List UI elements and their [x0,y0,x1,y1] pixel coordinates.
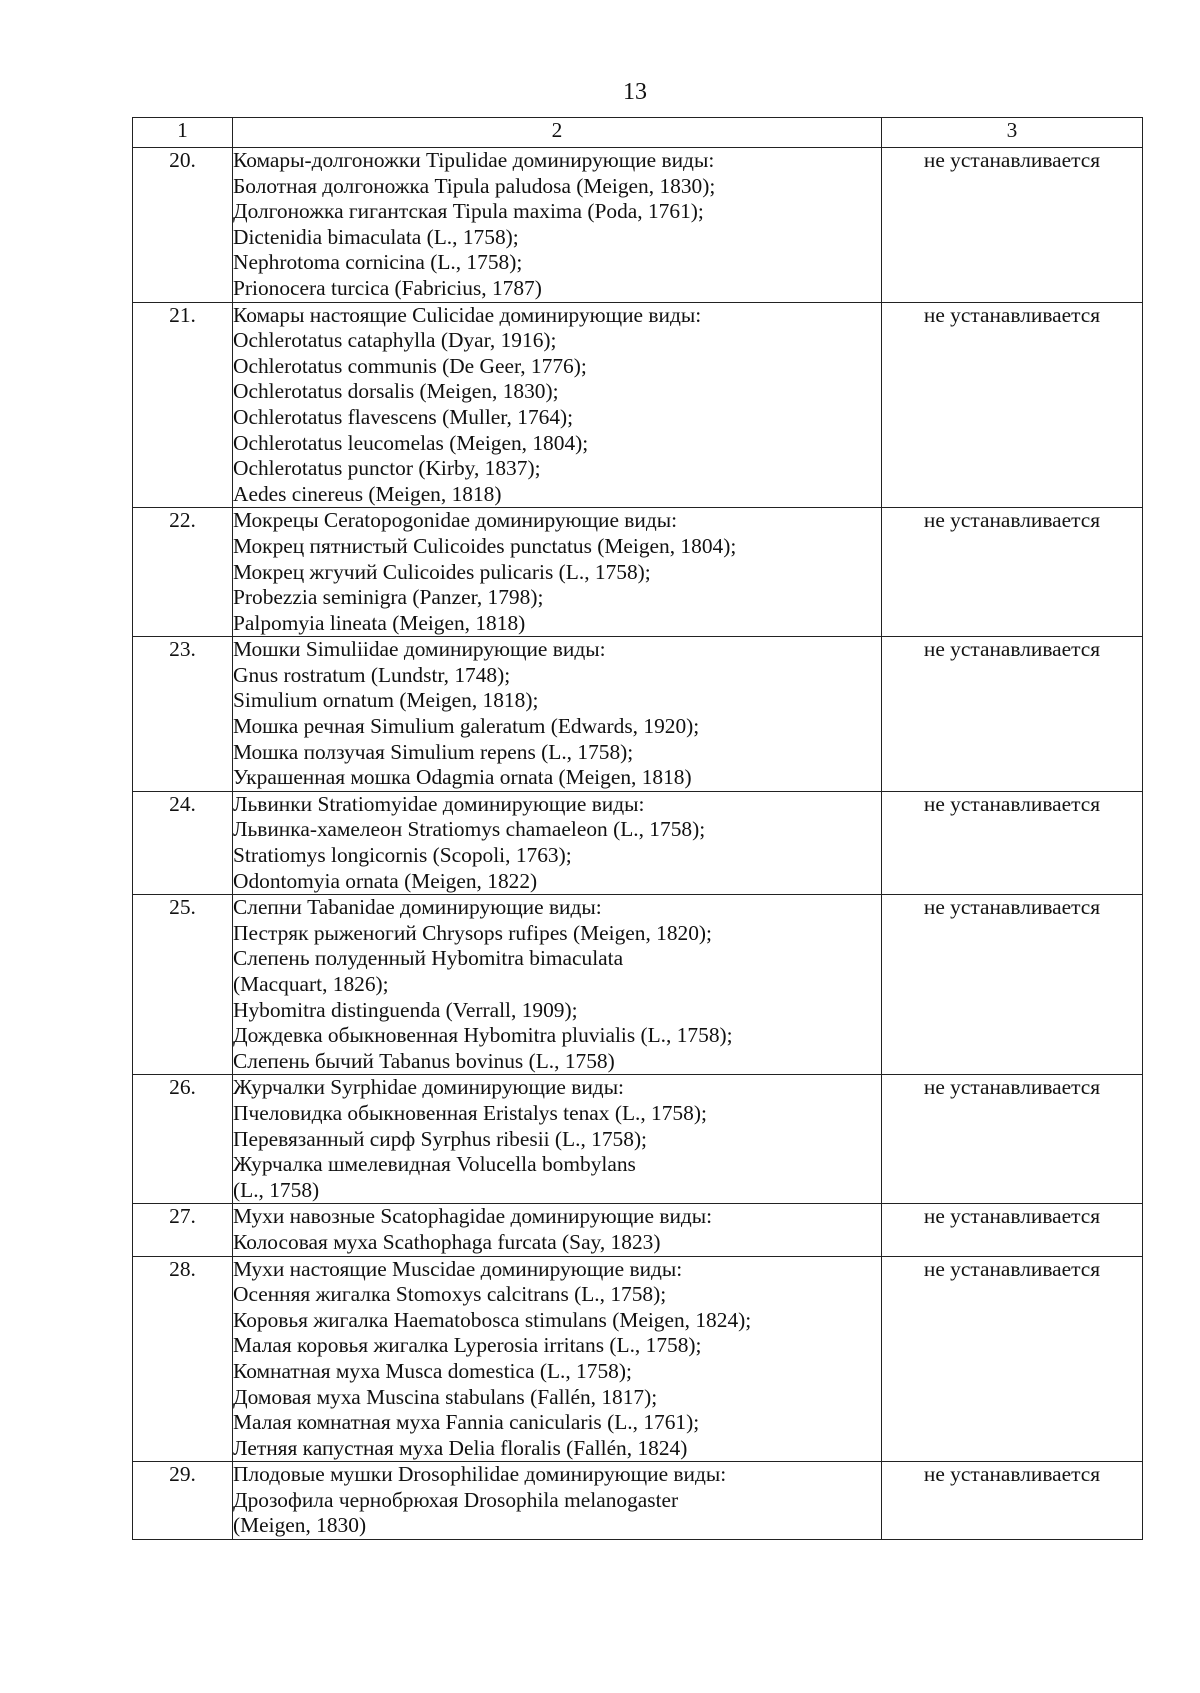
species-table [132,117,1143,1540]
species-line: Летняя капустная муха Delia floralis (Fallén, 1824) [233,1435,688,1460]
table-header-row [133,118,1143,148]
species-line: Малая комнатная муха Fannia canicularis (L., 1761); [233,1410,700,1435]
row-number: 26. [133,1075,233,1204]
species-line: Ochlerotatus dorsalis (Meigen, 1830); [233,379,559,404]
table-row [133,1204,1143,1256]
species-line: Малая коровья жигалка Lyperosia irritans (L., 1758); [233,1333,702,1358]
limit-status: не устанавливается [882,1256,1143,1462]
species-description [233,1075,882,1204]
limit-status: не устанавливается [882,148,1143,303]
species-line: Комнатная муха Musca domestica (L., 1758); [233,1358,632,1383]
family-heading-line: Мошки Simuliidae доминирующие виды: [233,637,606,662]
table-row [133,302,1143,508]
species-line: Львинка-хамелеон Stratiomys chamaeleon (L., 1758); [233,817,706,842]
species-line: Перевязанный сирф Syrphus ribesii (L., 1758); [233,1126,648,1151]
table-row [133,508,1143,637]
species-line: Prionocera turcica (Fabricius, 1787) [233,275,542,300]
limit-status: не устанавливается [882,1204,1143,1256]
row-number: 27. [133,1204,233,1256]
family-heading-line: Журчалки Syrphidae доминирующие виды: [233,1075,625,1100]
species-description [233,1462,882,1540]
species-line: Ochlerotatus leucomelas (Meigen, 1804); [233,430,589,455]
species-line: Болотная долгоножка Tipula paludosa (Meigen, 1830); [233,173,716,198]
limit-status: не устанавливается [882,791,1143,894]
table-row [133,1075,1143,1204]
species-line: Ochlerotatus cataphylla (Dyar, 1916); [233,328,557,353]
species-line: Домовая муха Muscina stabulans (Fallén, 1817); [233,1384,658,1409]
species-description [233,637,882,792]
species-line: Пчеловидка обыкновенная Eristalys tenax (L., 1758); [233,1100,707,1125]
species-line: Ochlerotatus communis (De Geer, 1776); [233,353,587,378]
row-number: 22. [133,508,233,637]
table-row [133,637,1143,792]
species-line: Дрозофила чернобрюхая Drosophila melanogaster [233,1487,679,1512]
species-line: Украшенная мошка Odagmia ornata (Meigen, 1818) [233,765,692,790]
row-number: 20. [133,148,233,303]
species-line: Stratiomys longicornis (Scopoli, 1763); [233,843,572,868]
species-line: (Macquart, 1826); [233,972,389,996]
species-line: Simulium ornatum (Meigen, 1818); [233,688,539,713]
table-row [133,148,1143,303]
species-line: Коровья жигалка Haematobosca stimulans (Meigen, 1824); [233,1307,752,1332]
table-row [133,1462,1143,1540]
species-description [233,508,882,637]
table-row [133,791,1143,894]
species-line: Осенняя жигалка Stomoxys calcitrans (L., 1758); [233,1282,667,1307]
species-line: Ochlerotatus flavescens (Muller, 1764); [233,404,574,429]
family-heading-line: Львинки Stratiomyidae доминирующие виды: [233,791,645,816]
species-line: (Meigen, 1830) [233,1513,367,1538]
family-heading-line: Мухи настоящие Muscidae доминирующие виды: [233,1256,683,1281]
table-body [133,148,1143,1540]
species-line: Мошка речная Simulium galeratum (Edwards, 1920); [233,714,700,739]
limit-status: не устанавливается [882,302,1143,508]
column-header-2: 2 [233,118,882,148]
species-line: Журчалка шмелевидная Volucella bombylans [233,1152,636,1177]
limit-status: не устанавливается [882,895,1143,1075]
column-header-3: 3 [882,118,1143,148]
family-heading-line: Комары-долгоножки Tipulidae доминирующие виды: [233,148,715,172]
family-heading-line: Комары настоящие Culicidae доминирующие виды: [233,302,702,327]
species-line: (L., 1758) [233,1177,320,1202]
row-number: 21. [133,302,233,508]
species-line: Дождевка обыкновенная Hybomitra pluvialis (L., 1758); [233,1023,733,1048]
limit-status: не устанавливается [882,637,1143,792]
table-row [133,895,1143,1075]
species-line: Слепень бычий Tabanus bovinus (L., 1758) [233,1048,615,1073]
species-line: Долгоножка гигантская Tipula maxima (Poda, 1761); [233,199,704,224]
limit-status: не устанавливается [882,508,1143,637]
species-line: Odontomyia ornata (Meigen, 1822) [233,868,538,893]
species-line: Слепень полуденный Hybomitra bimaculata [233,946,624,971]
row-number: 29. [133,1462,233,1540]
family-heading-line: Слепни Tabanidae доминирующие виды: [233,895,602,920]
species-description [233,148,882,303]
row-number: 28. [133,1256,233,1462]
row-number: 25. [133,895,233,1075]
species-description [233,895,882,1075]
species-line: Probezzia seminigra (Panzer, 1798); [233,585,544,610]
row-number: 23. [133,637,233,792]
species-description [233,791,882,894]
species-line: Gnus rostratum (Lundstr, 1748); [233,662,511,687]
species-line: Мокрец пятнистый Culicoides punctatus (Meigen, 1804); [233,533,737,558]
column-header-1: 1 [133,118,233,148]
row-number: 24. [133,791,233,894]
species-line: Пестряк рыженогий Chrysops rufipes (Meigen, 1820); [233,920,712,945]
species-description [233,1256,882,1462]
species-line: Колосовая муха Scathophaga furcata (Say, 1823) [233,1229,661,1254]
species-line: Hybomitra distinguenda (Verrall, 1909); [233,997,578,1022]
species-line: Aedes cinereus (Meigen, 1818) [233,481,502,506]
species-description [233,1204,882,1256]
species-line: Nephrotoma cornicina (L., 1758); [233,250,523,275]
family-heading-line: Мухи навозные Scatophagidae доминирующие виды: [233,1204,713,1229]
table-row [133,1256,1143,1462]
species-description [233,302,882,508]
species-line: Мошка ползучая Simulium repens (L., 1758); [233,739,634,764]
family-heading-line: Мокрецы Ceratopogonidae доминирующие виды: [233,508,678,533]
page-number: 13 [623,79,647,105]
species-line: Ochlerotatus punctor (Kirby, 1837); [233,456,541,481]
family-heading-line: Плодовые мушки Drosophilidae доминирующие виды: [233,1462,727,1487]
limit-status: не устанавливается [882,1075,1143,1204]
species-line: Мокрец жгучий Culicoides pulicaris (L., 1758); [233,559,651,584]
species-line: Palpomyia lineata (Meigen, 1818) [233,610,526,635]
limit-status: не устанавливается [882,1462,1143,1540]
species-line: Dictenidia bimaculata (L., 1758); [233,224,519,249]
